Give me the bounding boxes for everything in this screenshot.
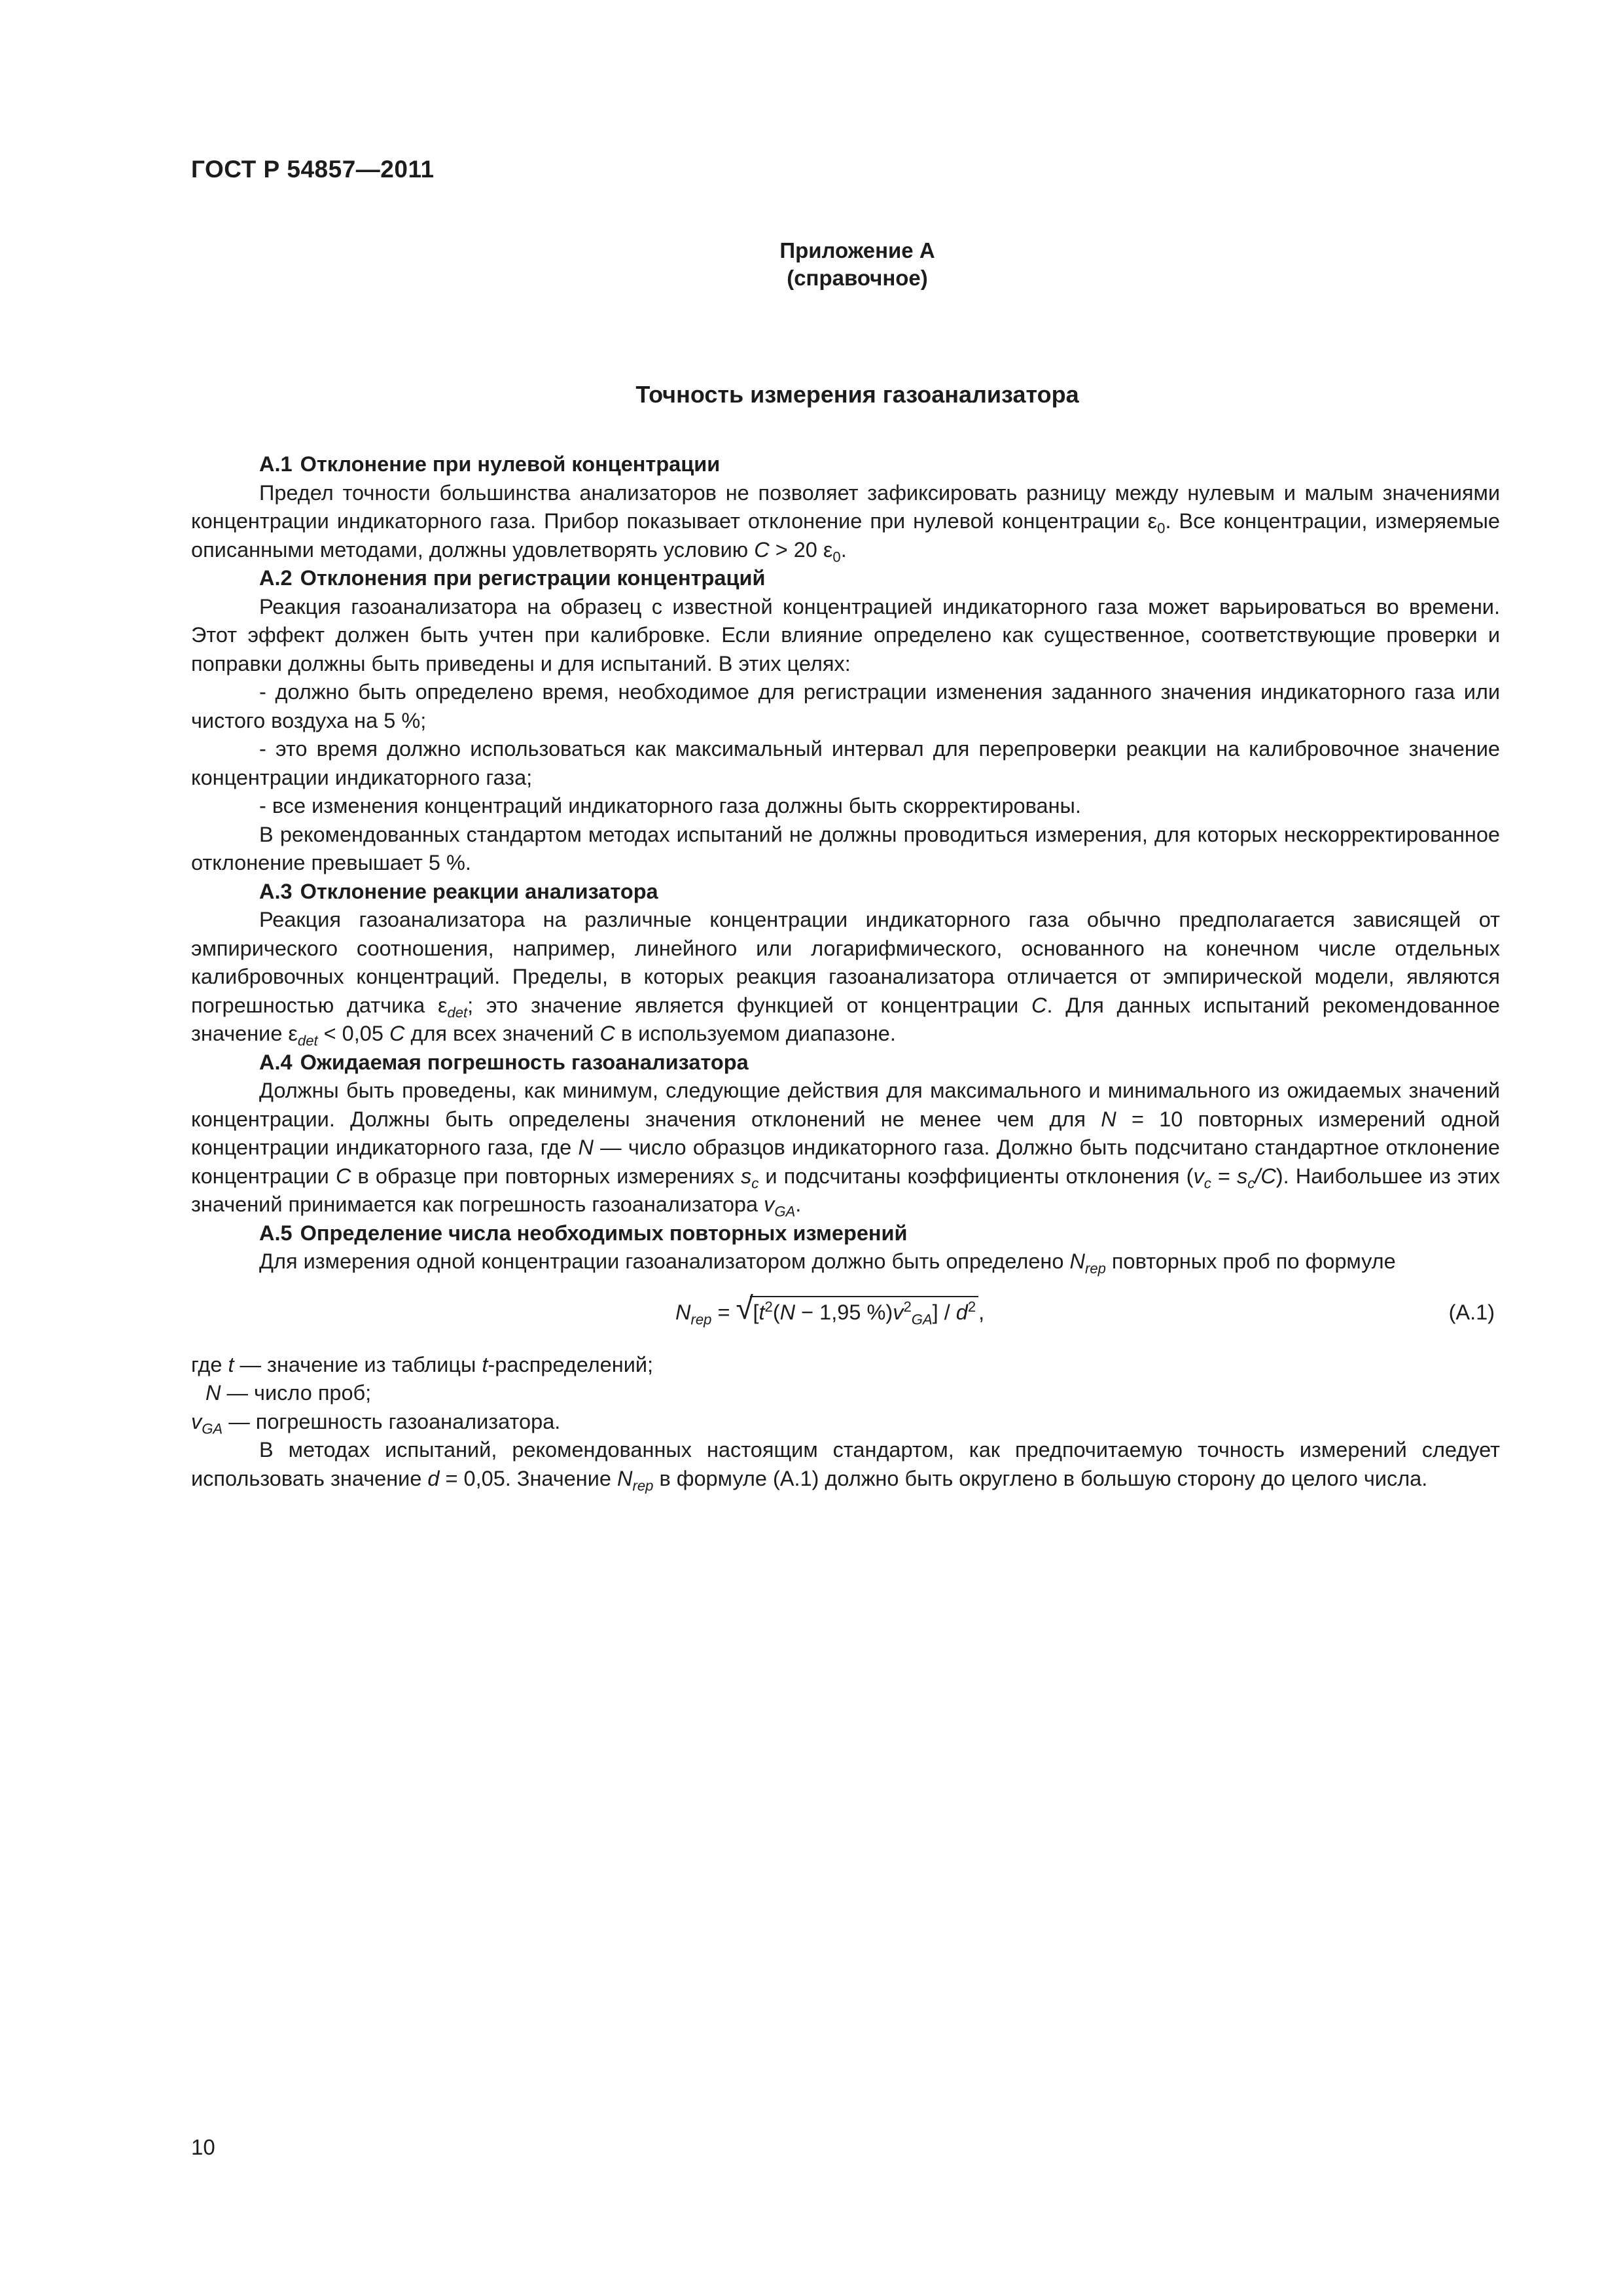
section-number: А.5 xyxy=(259,1221,293,1245)
symbol: N xyxy=(1069,1249,1085,1273)
formula-number: (А.1) xyxy=(1448,1300,1495,1324)
section-title: Отклонение при нулевой концентрации xyxy=(300,452,721,476)
subscript: GA xyxy=(202,1420,223,1437)
text: . Для данных испытаний рекомендованное значение ε xyxy=(191,993,1500,1045)
section-heading-a2 xyxy=(191,564,1500,593)
list-item: - это время должно использоваться как максимальный интервал для перепроверки реакции на калибровочное значение концентрации индикаторного газа; xyxy=(191,737,1500,789)
section-heading-a3 xyxy=(191,878,1500,906)
subscript: GA xyxy=(774,1203,796,1220)
radical-sign-icon: √ xyxy=(736,1291,753,1326)
text: В методах испытаний, рекомендованных настоящим стандартом, как предпочитаемую точность измерений следует использовать значение xyxy=(191,1438,1500,1490)
symbol: N xyxy=(779,1300,796,1324)
annex-label: Приложение А xyxy=(779,238,935,262)
subscript: det xyxy=(297,1032,318,1049)
symbol: s xyxy=(1236,1164,1248,1188)
symbol: С xyxy=(754,537,770,562)
symbol: d xyxy=(427,1466,440,1490)
text: — погрешность газоанализатора. xyxy=(223,1409,561,1433)
section-title: Ожидаемая погрешность газоанализатора xyxy=(300,1050,749,1074)
formula-expression xyxy=(675,1291,985,1327)
text: , xyxy=(978,1300,985,1324)
document-body xyxy=(191,450,1500,1493)
text: − 1,95 %) xyxy=(795,1300,893,1324)
text: ; это значение является функцией от концентрации xyxy=(467,993,1032,1017)
paragraph: В рекомендованных стандартом методах испытаний не должны проводиться измерения, для которых нескорректированное отклонение превышает 5 %. xyxy=(191,822,1500,874)
section-title: Определение числа необходимых повторных измерений xyxy=(300,1221,908,1245)
subscript: 0 xyxy=(1157,520,1166,537)
text: = 0,05. Значение xyxy=(439,1466,617,1490)
text: — значение из таблицы xyxy=(234,1352,482,1376)
definition-vga xyxy=(191,1408,1500,1437)
symbol: С xyxy=(335,1164,351,1188)
symbol: С xyxy=(389,1022,405,1045)
symbol: N xyxy=(675,1300,691,1324)
text: ] / xyxy=(932,1300,956,1324)
annex-type: (справочное) xyxy=(787,266,928,290)
symbol: N xyxy=(578,1136,594,1159)
list-item: - должно быть определено время, необходимое для регистрации изменения заданного значения индикаторного газа или чистого воздуха на 5 %; xyxy=(191,680,1500,732)
text: Реакция газоанализатора на различные концентрации индикаторного газа обычно предполагается зависящей от эмпирического соотношения, например, линейного или логарифмического, основанного на конечном числе отдельных калибровочных концентраций. Пределы, в которых реакция газоанализатора отличается от эмпирической модели, являются погрешностью датчика ε xyxy=(191,908,1500,1017)
text: для всех значений xyxy=(404,1022,600,1045)
paragraph xyxy=(191,1247,1500,1276)
text: ). Наибольшее из этих значений принимается как погрешность газоанализатора xyxy=(191,1164,1500,1216)
superscript: 2 xyxy=(764,1298,773,1315)
text: — число проб; xyxy=(221,1381,372,1405)
text: > 20 ε xyxy=(769,537,833,562)
paragraph xyxy=(191,1077,1500,1219)
subscript: rep xyxy=(690,1311,712,1327)
text: Предел точности большинства анализаторов не позволяет зафиксировать разницу между нулевым и малым значениями концентрации индикаторного газа. Прибор показывает отклонение при нулевой концентрации ε xyxy=(191,480,1500,533)
section-number: А.4 xyxy=(259,1050,293,1074)
section-heading-a4 xyxy=(191,1049,1500,1077)
text: / xyxy=(1255,1164,1261,1188)
definition-t xyxy=(191,1351,1500,1380)
text: в формуле (А.1) должно быть округлено в большую сторону до целого числа. xyxy=(653,1466,1428,1490)
superscript: 2 xyxy=(967,1298,976,1315)
radicand xyxy=(750,1296,978,1327)
text: и подсчитаны коэффициенты отклонения ( xyxy=(758,1164,1194,1188)
formula-definitions xyxy=(191,1351,1500,1437)
symbol: N xyxy=(617,1466,633,1490)
text: [ xyxy=(753,1300,759,1324)
subscript: c xyxy=(751,1175,759,1191)
list-item: - все изменения концентраций индикаторного газа должны быть скорректированы. xyxy=(259,794,1081,817)
paragraph xyxy=(191,1436,1500,1493)
symbol: С xyxy=(1031,993,1047,1017)
subscript: c xyxy=(1204,1175,1211,1191)
symbol: v xyxy=(1193,1164,1204,1188)
symbol: t xyxy=(758,1300,765,1324)
subscript: rep xyxy=(1084,1260,1106,1277)
superscript: 2 xyxy=(903,1298,912,1315)
symbol: t xyxy=(228,1352,234,1376)
text: -распределений; xyxy=(488,1352,654,1376)
symbol: С xyxy=(1260,1164,1276,1188)
text: = xyxy=(1211,1164,1237,1188)
square-root xyxy=(736,1291,978,1327)
subscript: c xyxy=(1247,1175,1255,1191)
annex-title: Точность измерения газоанализатора xyxy=(635,381,1079,408)
definition-n xyxy=(191,1379,1500,1408)
section-title: Отклонение реакции анализатора xyxy=(300,879,658,903)
text: = 10 повторных измерений одной концентрации индикаторного газа, где xyxy=(191,1107,1500,1159)
text: где xyxy=(191,1352,228,1376)
symbol: t xyxy=(482,1352,488,1376)
symbol: С xyxy=(599,1022,615,1045)
text: в используемом диапазоне. xyxy=(615,1022,896,1045)
subscript: 0 xyxy=(832,548,841,565)
text: в образце при повторных измерениях xyxy=(351,1164,741,1188)
symbol: N xyxy=(1101,1107,1116,1131)
symbol: N xyxy=(205,1381,221,1405)
text: = xyxy=(711,1300,736,1324)
section-heading-a1 xyxy=(191,450,1500,479)
symbol: d xyxy=(955,1300,968,1324)
text: < 0,05 xyxy=(317,1022,389,1045)
symbol: v xyxy=(764,1193,775,1216)
text: Для измерения одной концентрации газоанализатором должно быть определено xyxy=(259,1249,1070,1273)
section-number: А.1 xyxy=(259,452,293,476)
document-number: ГОСТ Р 54857—2011 xyxy=(191,156,435,183)
paragraph xyxy=(191,479,1500,565)
symbol: s xyxy=(740,1164,752,1188)
subscript: GA xyxy=(911,1311,933,1327)
subscript: det xyxy=(447,1004,468,1020)
symbol: v xyxy=(893,1300,904,1324)
paragraph xyxy=(191,906,1500,1049)
text: . xyxy=(840,537,847,562)
text: повторных проб по формуле xyxy=(1105,1249,1396,1273)
text: . xyxy=(795,1193,802,1216)
text: . Все концентрации, измеряемые описанными методами, должны удовлетворять условию xyxy=(191,509,1500,562)
section-heading-a5 xyxy=(191,1219,1500,1248)
paragraph: Реакция газоанализатора на образец с известной концентрацией индикаторного газа может варьироваться во времени. Этот эффект должен быть учтен при калибровке. Если влияние определено как существенное, соответствующие проверки и поправки должны быть приведены и для испытаний. В этих целях: xyxy=(191,594,1500,675)
subscript: rep xyxy=(632,1477,654,1494)
symbol: v xyxy=(191,1409,202,1433)
page-number: 10 xyxy=(191,2135,215,2159)
formula-a1 xyxy=(191,1284,1500,1344)
section-number: А.3 xyxy=(259,879,293,903)
section-number: А.2 xyxy=(259,566,293,590)
text: — число образцов индикаторного газа. Должно быть подсчитано стандартное отклонение концентрации xyxy=(191,1136,1500,1188)
section-title: Отклонения при регистрации концентраций xyxy=(300,566,766,590)
text: Должны быть проведены, как минимум, следующие действия для максимального и минимального из ожидаемых значений концентрации. Должны быть определены значения отклонений не менее чем для xyxy=(191,1079,1500,1131)
text: ( xyxy=(772,1300,780,1324)
